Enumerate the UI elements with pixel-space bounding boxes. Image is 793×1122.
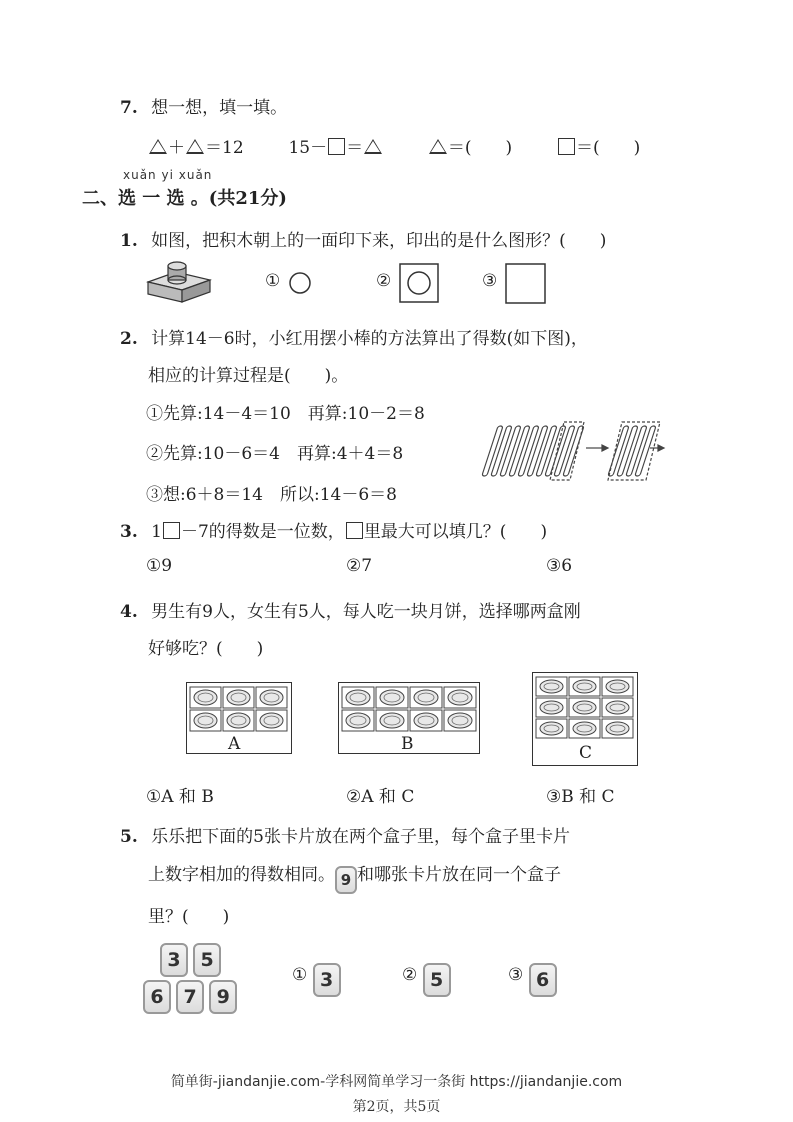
mooncake-grid <box>341 686 479 734</box>
q4-option-1: ①A 和 B <box>146 787 214 807</box>
mooncake-box-b-label: B <box>401 734 414 754</box>
q5-option-2: ② 5 <box>402 963 451 997</box>
q5-option-1: ① 3 <box>292 963 341 997</box>
q2-option-1: ①先算:14－4＝10 再算:10－2＝8 <box>146 404 425 424</box>
q2-option-3: ③想:6＋8＝14 所以:14－6＝8 <box>146 485 397 505</box>
mooncake-icon <box>606 680 629 693</box>
q3-option-2: ②7 <box>346 556 373 576</box>
square-blank-icon <box>558 138 575 155</box>
number-card: 3 <box>313 963 341 997</box>
q5-line1: 5. 乐乐把下面的5张卡片放在两个盒子里，每个盒子里卡片 <box>120 827 570 847</box>
mooncake-icon <box>194 690 217 705</box>
mooncake-icon <box>573 701 596 714</box>
square-icon <box>505 263 546 304</box>
mooncake-icon <box>260 690 283 705</box>
mooncake-icon <box>260 713 283 728</box>
mooncake-box-a-label: A <box>228 734 241 754</box>
section-pinyin: xuǎn yi xuǎn <box>123 168 213 182</box>
q1-option-3: ③ <box>482 271 498 291</box>
triangle-icon <box>364 139 382 154</box>
q4-line1: 4. 男生有9人，女生有5人，每人吃一块月饼，选择哪两盒刚 <box>120 602 581 622</box>
mooncake-icon <box>573 680 596 693</box>
q7-title: 7. 想一想，填一填。 <box>120 98 288 118</box>
number-card: 7 <box>176 980 204 1014</box>
mooncake-icon <box>194 713 217 728</box>
triangle-icon <box>186 139 204 154</box>
sticks-figure-icon <box>478 420 666 482</box>
card-set-top <box>160 943 221 977</box>
square-blank-icon <box>328 138 345 155</box>
mooncake-icon <box>606 701 629 714</box>
mooncake-grid <box>189 686 290 734</box>
mooncake-box-c-label: C <box>579 743 593 763</box>
square-blank-icon <box>346 522 363 539</box>
footer-source: 简单街-jiandanjie.com-学科网简单学习一条街 https://jiandanjie.com <box>170 1074 623 1090</box>
q3-text: 3. 1 －7的得数是一位数， 里最大可以填几？( ) <box>120 522 548 542</box>
square-with-circle-icon <box>399 263 439 303</box>
q5-option-3: ③ 6 <box>508 963 557 997</box>
block-figure-icon <box>146 258 212 304</box>
q2-line2: 相应的计算过程是( )。 <box>148 366 349 386</box>
mooncake-icon <box>540 701 563 714</box>
number-card: 9 <box>209 980 237 1014</box>
number-card: 5 <box>193 943 221 977</box>
mooncake-icon <box>573 722 596 735</box>
q1-option-1: ① <box>265 271 281 291</box>
q5-line3: 里？( ) <box>148 907 230 927</box>
q3-option-3: ③6 <box>546 556 573 576</box>
q1-text: 1. 如图，把积木朝上的一面印下来，印出的是什么图形？( ) <box>120 231 607 251</box>
mooncake-icon <box>540 722 563 735</box>
mooncake-icon <box>227 690 250 705</box>
q3-option-1: ①9 <box>146 556 173 576</box>
number-card: 9 <box>335 866 357 894</box>
q1-option-2: ② <box>376 271 392 291</box>
mooncake-icon <box>606 722 629 735</box>
q4-option-2: ②A 和 C <box>346 787 415 807</box>
number-card: 3 <box>160 943 188 977</box>
q4-line2: 好够吃？( ) <box>148 639 264 659</box>
mooncake-grid <box>535 676 636 741</box>
triangle-icon <box>149 139 167 154</box>
page-number: 第2页，共5页 <box>352 1099 441 1115</box>
triangle-icon <box>429 139 447 154</box>
circle-icon <box>288 271 312 295</box>
mooncake-icon <box>227 713 250 728</box>
q2-line1: 2. 计算14－6时，小红用摆小棒的方法算出了得数(如下图)， <box>120 329 588 349</box>
mooncake-icon <box>540 680 563 693</box>
q2-option-2: ②先算:10－6＝4 再算:4＋4＝8 <box>146 444 404 464</box>
card-set-bottom <box>143 980 237 1014</box>
q5-line2: 上数字相加的得数相同。 9 和哪张卡片放在同一个盒子 <box>148 860 561 894</box>
number-card: 6 <box>529 963 557 997</box>
number-card: 5 <box>423 963 451 997</box>
q4-option-3: ③B 和 C <box>546 787 615 807</box>
q7-equations: ＋ ＝12 15－ ＝ ＝( ) ＝( ) <box>148 133 640 158</box>
section-title: 二、选 一 选 。(共21分) <box>82 188 287 209</box>
number-card: 6 <box>143 980 171 1014</box>
square-blank-icon <box>163 522 180 539</box>
